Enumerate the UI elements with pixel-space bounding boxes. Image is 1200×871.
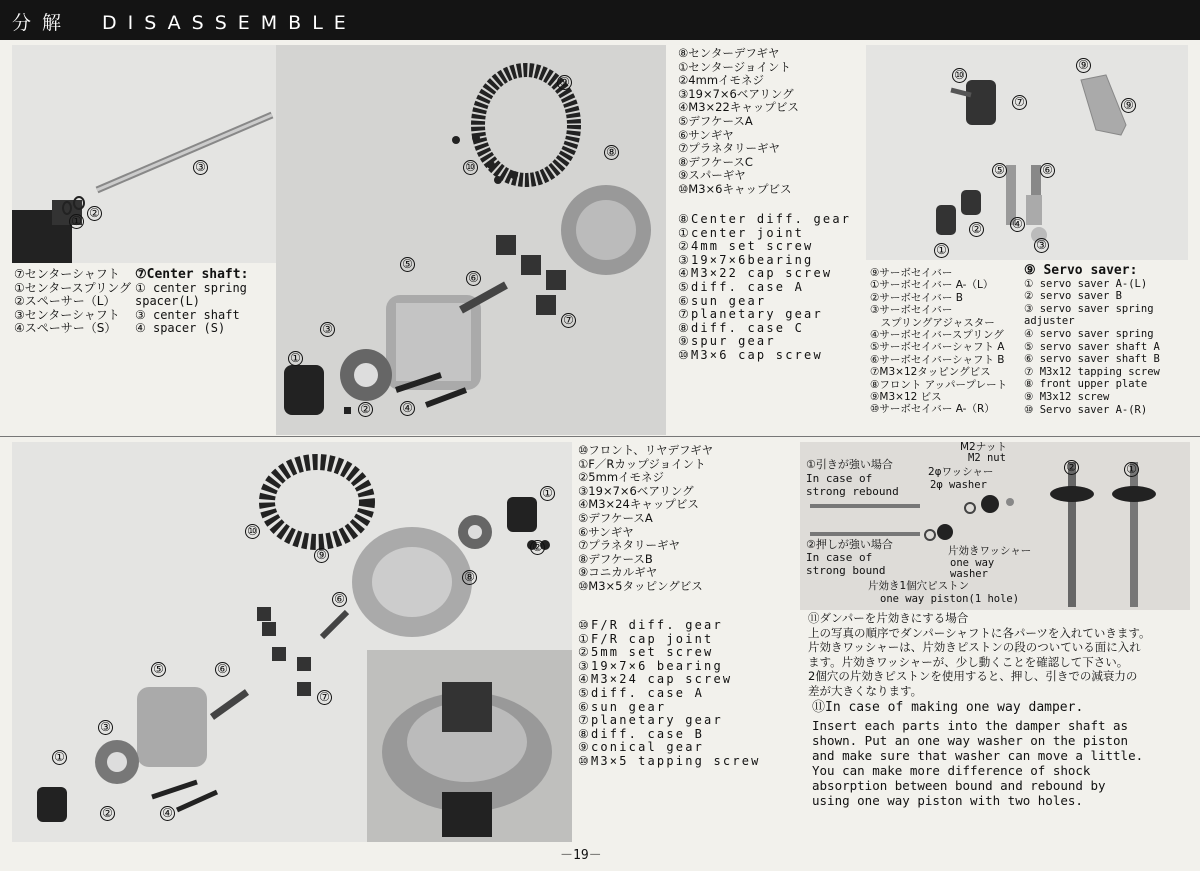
servo-saver-drawing xyxy=(866,45,1188,260)
list-item: ② servo saver B xyxy=(1024,290,1122,303)
list-item: ①センタースプリング xyxy=(14,280,131,295)
callout-4: ④ xyxy=(1010,217,1025,232)
callout-7: ⑦ xyxy=(317,690,332,705)
list-item: ②4mmイモネジ xyxy=(678,73,765,88)
list-item: ⑥sun gear xyxy=(578,699,667,714)
note-line: using one way piston with two holes. xyxy=(812,793,1083,808)
note-line: You can make more difference of shock xyxy=(812,763,1091,778)
piston-label-en: one way piston(1 hole) xyxy=(880,593,1020,605)
servo-saver-photo xyxy=(866,45,1188,260)
list-item: ③19×7×6ベアリング xyxy=(578,483,694,498)
callout-6: ⑥ xyxy=(466,271,481,286)
strong-bound-label-en1: In case of xyxy=(806,551,873,564)
callout-5: ⑤ xyxy=(151,662,166,677)
list-item: ②サーボセイバー B xyxy=(870,291,963,304)
list-item: ③19×7×6ベアリング xyxy=(678,86,794,101)
oneway-washer-label-en2: washer xyxy=(950,568,988,580)
one-way-damper-notes-en xyxy=(812,700,1143,808)
callout-4: ④ xyxy=(160,806,175,821)
list-item: ⑩M3×5タッピングビス xyxy=(578,578,703,593)
list-item: ⑧ front upper plate xyxy=(1024,378,1148,391)
callout-2: ② xyxy=(87,206,102,221)
list-item: ③19×7×6bearing xyxy=(678,252,814,267)
callout-5: ⑤ xyxy=(400,257,415,272)
list-item: ①center joint xyxy=(678,225,805,240)
list-item: ④M3×24 cap screw xyxy=(578,672,733,687)
note-line: absorption between bound and rebound by xyxy=(812,778,1106,793)
list-item: ⑧デフケースC xyxy=(678,154,753,169)
list-item: ⑤デフケースA xyxy=(678,113,753,128)
servo-saver-list-en xyxy=(1024,265,1160,416)
list-item: ②スペーサー（L） xyxy=(14,294,116,309)
m2-nut-label-en: M2 nut xyxy=(968,452,1006,464)
callout-1: ① xyxy=(934,243,949,258)
list-item: ⑧デフケースB xyxy=(578,551,653,566)
list-item: ⑧diff. case B xyxy=(578,726,705,741)
list-item: ⑦planetary gear xyxy=(578,713,723,728)
list-item: ⑨コニカルギヤ xyxy=(578,565,658,580)
callout-2: ② xyxy=(530,540,545,555)
list-item: ⑦M3×12タッピングビス xyxy=(870,366,991,379)
list-item: ⑤diff. case A xyxy=(578,685,705,700)
strong-rebound-label-jp: ①引きが強い場合 xyxy=(806,458,893,471)
callout-3: ③ xyxy=(1034,238,1049,253)
list-item: ④スペーサー（S） xyxy=(14,321,117,336)
note-line: 片効きワッシャーは、片効きピストンの段のついている面に入れ xyxy=(808,640,1141,654)
m2-nut-label-jp: M2ナット xyxy=(960,442,1008,453)
list-item: ⑩M3×5 tapping screw xyxy=(578,753,761,768)
callout-9: ⑨ xyxy=(314,548,329,563)
center-shaft-list-en xyxy=(135,268,248,336)
list-item: ⑥sun gear xyxy=(678,293,767,308)
section-header xyxy=(0,0,1200,40)
list-item: ④M3×22キャップビス xyxy=(678,100,799,115)
callout-7: ⑦ xyxy=(561,313,576,328)
list-item: ②5mmイモネジ xyxy=(578,470,665,485)
list-item: ⑧センターデフギヤ xyxy=(678,46,780,60)
list-item: ⑦プラネタリーギヤ xyxy=(678,141,780,156)
strong-bound-label-jp: ②押しが強い場合 xyxy=(806,538,893,551)
callout-8: ⑧ xyxy=(462,570,477,585)
list-item: ⑥サーボセイバーシャフト B xyxy=(870,353,1005,366)
list-item: ⑦planetary gear xyxy=(678,307,823,322)
list-item: ⑥ servo saver shaft B xyxy=(1024,353,1160,366)
oneway-washer-label-en1: one way xyxy=(950,557,995,569)
list-item: ⑦ M3x12 tapping screw xyxy=(1024,365,1160,378)
list-item: ⑨ M3x12 screw xyxy=(1024,390,1110,403)
center-diff-photo xyxy=(276,45,666,435)
callout-2: ② xyxy=(100,806,115,821)
list-item: ②5mm set screw xyxy=(578,645,714,660)
fr-diff-drawing xyxy=(12,442,572,842)
list-item: spacer(L) xyxy=(135,294,201,309)
oneway-washer-label-jp: 片効きワッシャー xyxy=(948,545,1032,557)
section-divider xyxy=(0,436,1200,437)
note-line: 差が大きくなります。 xyxy=(808,683,923,698)
list-item: ④M3×24キャップビス xyxy=(578,497,699,512)
list-item: ⑥サンギヤ xyxy=(578,524,634,539)
washer-label-jp: 2φワッシャー xyxy=(928,466,994,478)
list-item: ⑩M3×6キャップビス xyxy=(678,181,792,196)
fr-diff-photo xyxy=(12,442,572,842)
callout-4: ④ xyxy=(400,401,415,416)
servo-saver-title-en: ⑨ Servo saver: xyxy=(1024,263,1138,278)
list-item: ⑧フロント アッパープレート xyxy=(870,378,1008,391)
note-line: Insert each parts into the damper shaft as xyxy=(812,718,1129,733)
list-item: ① servo saver A-(L) xyxy=(1024,277,1148,290)
washer-label-en: 2φ washer xyxy=(930,479,987,491)
fr-diff-list-jp xyxy=(578,444,713,594)
callout-2: ② xyxy=(358,402,373,417)
callout-10: ⑩ xyxy=(245,524,260,539)
list-item: ⑨スパーギヤ xyxy=(678,168,746,183)
note-title-jp: ⑪ダンパーを片効きにする場合 xyxy=(808,611,969,625)
note-line: and make sure that washer can move a little. xyxy=(812,748,1144,763)
piston-label-jp: 片効き1個穴ピストン xyxy=(868,580,970,592)
callout-10: ⑩ xyxy=(463,160,478,175)
list-item: ⑤ servo saver shaft A xyxy=(1024,340,1160,353)
strong-bound-label-en2: strong bound xyxy=(806,564,886,577)
center-diff-list-jp xyxy=(678,47,799,197)
center-shaft-title-jp: ⑦センターシャフト xyxy=(14,267,120,281)
list-item: ⑨spur gear xyxy=(678,334,776,349)
strong-rebound-label-en1: In case of xyxy=(806,472,873,485)
list-item: ①F/R cap joint xyxy=(578,631,714,646)
list-item: ⑧Center diff. gear xyxy=(678,212,852,226)
note-line: 上の写真の順序でダンパーシャフトに各パーツを入れていきます。 xyxy=(808,625,1151,640)
list-item: ⑨サーボセイバー xyxy=(870,267,953,279)
fr-diff-list-en xyxy=(578,619,761,769)
callout-9: ⑨ xyxy=(557,75,572,90)
center-shaft-list-jp xyxy=(14,268,131,336)
callout-6: ⑥ xyxy=(215,662,230,677)
callout-3: ③ xyxy=(193,160,208,175)
callout-1: ① xyxy=(69,214,84,229)
list-item: ⑩フロント、リヤデフギヤ xyxy=(578,443,714,457)
list-item: ③19×7×6 bearing xyxy=(578,658,723,673)
list-item: ⑤デフケースA xyxy=(578,510,653,525)
callout-10: ⑩ xyxy=(952,68,967,83)
note-line: ます。片効きワッシャーが、少し動くことを確認して下さい。 xyxy=(808,654,1129,669)
callout-1: ① xyxy=(52,750,67,765)
note-line: shown. Put an one way washer on the piston xyxy=(812,733,1129,748)
callout-3: ③ xyxy=(98,720,113,735)
note-title-en: ⑪In case of making one way damper. xyxy=(812,700,1084,715)
list-item: ④ servo saver spring xyxy=(1024,327,1154,340)
list-item: ③センターシャフト xyxy=(14,307,120,322)
list-item: ⑤diff. case A xyxy=(678,279,805,294)
callout-2: ② xyxy=(969,222,984,237)
strong-rebound-label-en2: strong rebound xyxy=(806,485,899,498)
callout-8: ⑧ xyxy=(604,145,619,160)
list-item: ③ center shaft xyxy=(135,307,240,322)
list-item: スプリングアジャスター xyxy=(870,316,995,329)
list-item: adjuster xyxy=(1024,315,1075,328)
servo-saver-list-jp xyxy=(870,267,1007,416)
list-item: ③サーボセイバー xyxy=(870,304,953,317)
callout-9: ⑨ xyxy=(1121,98,1136,113)
center-shaft-title-en: ⑦Center shaft: xyxy=(135,267,249,282)
list-item: ②4mm set screw xyxy=(678,239,814,254)
damper-photo xyxy=(800,442,1190,610)
center-diff-drawing xyxy=(276,45,666,435)
list-item: ① center spring xyxy=(135,280,247,295)
damper-callout-2: ② xyxy=(1064,460,1079,475)
list-item: ⑧diff. case C xyxy=(678,320,805,335)
center-diff-list-en xyxy=(678,213,851,363)
section-title: 分解 DISASSEMBLE xyxy=(12,12,357,34)
note-line: 2個穴の片効きピストンを使用すると、押し、引きでの減衰力の xyxy=(808,669,1138,683)
one-way-damper-notes-jp xyxy=(808,611,1150,698)
list-item: ①サーボセイバー A-（L） xyxy=(870,279,994,292)
callout-1: ① xyxy=(288,351,303,366)
list-item: ④M3×22 cap screw xyxy=(678,266,833,281)
list-item: ④サーボセイバースプリング xyxy=(870,329,1004,342)
list-item: ⑤サーボセイバーシャフト A xyxy=(870,341,1005,354)
list-item: ①F／Rカップジョイント xyxy=(578,456,706,471)
list-item: ①センタージョイント xyxy=(678,59,791,74)
list-item: ⑦プラネタリーギヤ xyxy=(578,538,680,553)
callout-1: ① xyxy=(540,486,555,501)
damper-callout-1: ① xyxy=(1124,462,1139,477)
list-item: ⑩サーボセイバー A-（R） xyxy=(870,403,995,416)
list-item: ⑩F/R diff. gear xyxy=(578,618,723,632)
callout-6: ⑥ xyxy=(1040,163,1055,178)
callout-6: ⑥ xyxy=(332,592,347,607)
list-item: ⑥サンギヤ xyxy=(678,127,734,142)
list-item: ⑨M3×12 ビス xyxy=(870,391,942,404)
callout-9: ⑨ xyxy=(1076,58,1091,73)
list-item: ④ spacer (S) xyxy=(135,321,226,336)
list-item: ⑨conical gear xyxy=(578,740,705,755)
callout-3: ③ xyxy=(320,322,335,337)
callout-5: ⑤ xyxy=(992,163,1007,178)
page-number: －19－ xyxy=(560,848,602,863)
list-item: ⑩M3×6 cap screw xyxy=(678,347,823,362)
list-item: ③ servo saver spring xyxy=(1024,302,1154,315)
callout-7: ⑦ xyxy=(1012,95,1027,110)
list-item: ⑩ Servo saver A-(R) xyxy=(1024,403,1148,416)
